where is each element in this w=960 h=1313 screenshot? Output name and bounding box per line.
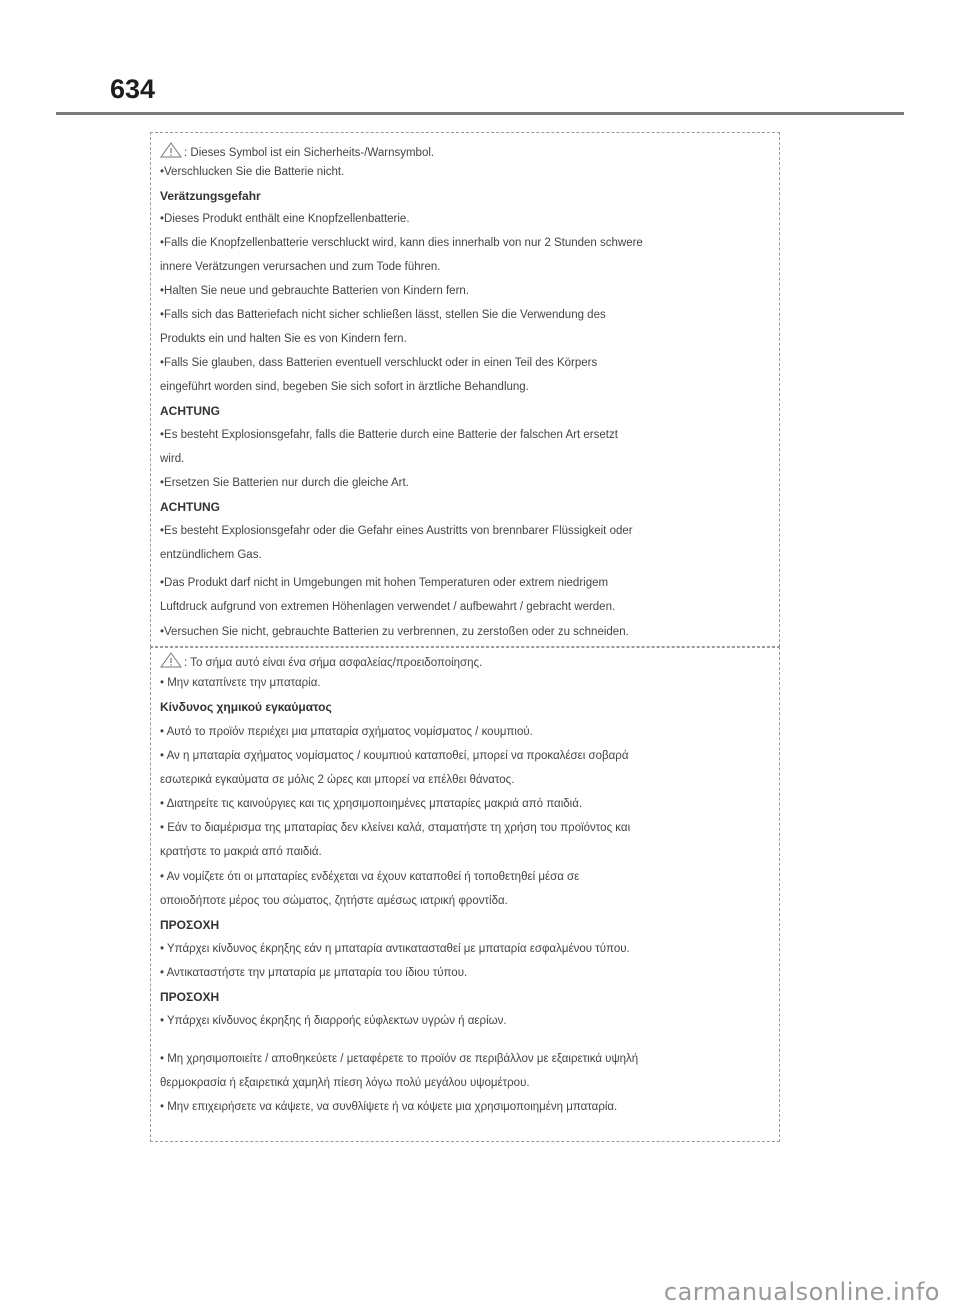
- german-line-text: •Ersetzen Sie Batterien nur durch die gleiche Art.: [160, 477, 409, 489]
- warning-triangle-icon: [160, 142, 182, 162]
- german-line-text: : Dieses Symbol ist ein Sicherheits-/Warnsymbol.: [184, 147, 435, 159]
- german-line-text: •Es besteht Explosionsgefahr oder die Gefahr eines Austritts von brennbarer Flüssigkeit oder: [160, 525, 633, 537]
- greek-line-text: • Αυτό το προϊόν περιέχει μια μπαταρία σχήματος νομίσματος / κουμπιού.: [160, 726, 533, 738]
- greek-line-text: ΠΡΟΣΟΧΗ: [160, 918, 220, 932]
- greek-text-line: [160, 676, 321, 690]
- german-line-text: eingeführt worden sind, begeben Sie sich sofort in ärztliche Behandlung.: [160, 381, 529, 393]
- greek-line-text: • Διατηρείτε τις καινούργιες και τις χρησιμοποιημένες μπαταρίες μακριά από παιδιά.: [160, 798, 583, 810]
- german-text-line: [160, 625, 629, 639]
- german-text-line: [160, 476, 409, 490]
- german-line-text: wird.: [160, 453, 185, 465]
- german-heading: [160, 404, 220, 418]
- greek-text-line: [160, 1076, 530, 1090]
- german-line-text: •Falls die Knopfzellenbatterie verschluckt wird, kann dies innerhalb von nur 2 Stunden schwere: [160, 237, 643, 249]
- footer-watermark: carmanualsonline.info: [663, 1278, 940, 1306]
- warning-triangle-icon: [160, 652, 182, 672]
- german-line-text: •Falls Sie glauben, dass Batterien eventuell verschluckt oder in einen Teil des Körpers: [160, 357, 598, 369]
- german-line-text: entzündlichem Gas.: [160, 549, 262, 561]
- german-text-line: [160, 356, 597, 370]
- greek-text-line: [160, 652, 482, 672]
- greek-text-line: [160, 845, 322, 859]
- greek-line-text: κρατήστε το μακριά από παιδιά.: [160, 846, 322, 858]
- greek-line-text: Κίνδυνος χημικού εγκαύματος: [160, 700, 332, 714]
- greek-line-text: • Υπάρχει κίνδυνος έκρηξης ή διαρροής εύφλεκτων υγρών ή αερίων.: [160, 1015, 507, 1027]
- german-text-line: [160, 284, 469, 298]
- greek-text-line: [160, 966, 467, 980]
- german-text-line: [160, 380, 529, 394]
- german-line-text: •Verschlucken Sie die Batterie nicht.: [160, 166, 345, 178]
- german-text-line: [160, 600, 615, 614]
- german-text-line: [160, 428, 618, 442]
- greek-line-text: ΠΡΟΣΟΧΗ: [160, 990, 220, 1004]
- german-text-line: [160, 142, 434, 162]
- german-text-line: [160, 332, 407, 346]
- german-line-text: ACHTUNG: [160, 500, 220, 514]
- german-text-line: [160, 212, 410, 226]
- german-line-text: •Halten Sie neue und gebrauchte Batterien von Kindern fern.: [160, 285, 469, 297]
- german-text-line: [160, 452, 184, 466]
- greek-text-line: [160, 1052, 638, 1066]
- german-line-text: Luftdruck aufgrund von extremen Höhenlagen verwendet / aufbewahrt / gebracht werden.: [160, 601, 616, 613]
- greek-heading: [160, 700, 332, 714]
- german-line-text: Produkts ein und halten Sie es von Kindern fern.: [160, 333, 407, 345]
- greek-line-text: • Αν νομίζετε ότι οι μπαταρίες ενδέχεται να έχουν καταποθεί ή τοποθετηθεί μέσα σε: [160, 871, 580, 883]
- greek-text-line: [160, 797, 582, 811]
- german-text-line: [160, 576, 608, 590]
- greek-text-line: [160, 894, 508, 908]
- greek-text-line: [160, 870, 579, 884]
- greek-line-text: : Το σήμα αυτό είναι ένα σήμα ασφαλείας/προειδοποίησης.: [184, 657, 483, 669]
- german-text-line: [160, 524, 633, 538]
- greek-line-text: οποιοδήποτε μέρος του σώματος, ζητήστε αμέσως ιατρική φροντίδα.: [160, 895, 508, 907]
- german-text-line: [160, 548, 262, 562]
- german-text-line: [160, 165, 344, 179]
- german-text-line: [160, 308, 606, 322]
- german-line-text: •Falls sich das Batteriefach nicht sicher schließen lässt, stellen Sie die Verwendung des: [160, 309, 606, 321]
- german-line-text: •Es besteht Explosionsgefahr, falls die Batterie durch eine Batterie der falschen Art ersetzt: [160, 429, 618, 441]
- greek-line-text: • Αντικαταστήστε την μπαταρία με μπαταρία του ίδιου τύπου.: [160, 967, 468, 979]
- greek-text-line: [160, 1100, 617, 1114]
- greek-text-line: [160, 942, 630, 956]
- german-line-text: ACHTUNG: [160, 404, 220, 418]
- greek-heading: [160, 918, 219, 932]
- page-number: 634: [110, 74, 156, 104]
- greek-line-text: εσωτερικά εγκαύματα σε μόλις 2 ώρες και μπορεί να επέλθει θάνατος.: [160, 774, 515, 786]
- greek-line-text: θερμοκρασία ή εξαιρετικά χαμηλή πίεση λόγω πολύ μεγάλου υψομέτρου.: [160, 1077, 530, 1089]
- greek-line-text: • Μη χρησιμοποιείτε / αποθηκεύετε / μεταφέρετε το προϊόν σε περιβάλλον με εξαιρετικά υψηλή: [160, 1053, 639, 1065]
- header-rule: [56, 112, 904, 115]
- german-text-line: [160, 260, 440, 274]
- greek-line-text: • Μην επιχειρήσετε να κάψετε, να συνθλίψετε ή να κόψετε μια χρησιμοποιημένη μπαταρία.: [160, 1101, 618, 1113]
- german-heading: [160, 500, 220, 514]
- greek-text-line: [160, 821, 630, 835]
- german-line-text: innere Verätzungen verursachen und zum Tode führen.: [160, 261, 441, 273]
- greek-line-text: • Υπάρχει κίνδυνος έκρηξης εάν η μπαταρία αντικατασταθεί με μπαταρία εσφαλμένου τύπου.: [160, 943, 630, 955]
- greek-text-line: [160, 749, 628, 763]
- greek-line-text: • Εάν το διαμέρισμα της μπαταρίας δεν κλείνει καλά, σταματήστε τη χρήση του προϊόντος και: [160, 822, 631, 834]
- german-line-text: •Das Produkt darf nicht in Umgebungen mit hohen Temperaturen oder extrem niedrigem: [160, 577, 609, 589]
- german-text-line: [160, 236, 643, 250]
- greek-text-line: [160, 773, 514, 787]
- german-line-text: Verätzungsgefahr: [160, 189, 261, 203]
- german-line-text: •Versuchen Sie nicht, gebrauchte Batterien zu verbrennen, zu zerstoßen oder zu schneiden.: [160, 626, 629, 638]
- german-heading: [160, 189, 261, 203]
- greek-text-line: [160, 1014, 507, 1028]
- greek-line-text: • Μην καταπίνετε την μπαταρία.: [160, 677, 321, 689]
- greek-heading: [160, 990, 219, 1004]
- greek-line-text: • Αν η μπαταρία σχήματος νομίσματος / κουμπιού καταποθεί, μπορεί να προκαλέσει σοβαρά: [160, 750, 629, 762]
- greek-text-line: [160, 725, 533, 739]
- german-line-text: •Dieses Produkt enthält eine Knopfzellenbatterie.: [160, 213, 410, 225]
